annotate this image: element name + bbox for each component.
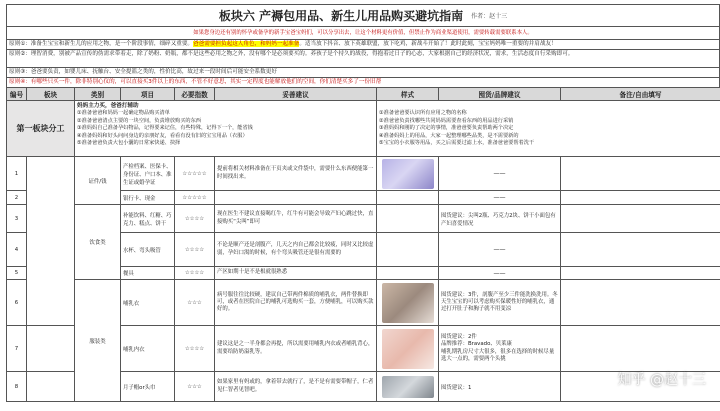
row-number: 2 [7,191,27,205]
row-image [377,267,439,280]
row-tip [215,191,377,205]
subtitle-text: 如果您身边还有别的怀孕或备孕的新手宝爸宝妈们，可以分享出去，让这个材料更有价值，但禁止作为商业渠道使用，需要转载需要联系本人。 [193,30,533,36]
row-notes [561,205,720,233]
section-right [377,101,720,157]
row-brand: —— [439,233,561,267]
row-item: 产检档案、医保卡、身份证、户口本、准生证或婚孕证 [121,157,175,191]
principle-prefix: 原则③：爸爸要负责，如婴儿床、抚触台、安全提篮之类的，性价比高，故过来一段时间后可能安全系数更好 [9,69,277,75]
row-notes [561,267,720,280]
row-notes [561,157,720,191]
section-left-head: 妈妈主力买，爸爸打辅助 [77,103,139,109]
row-tip: 提前将相关材料准备在干页夹或文件袋中，需要什么东西便能第一时间找出来。 [215,157,377,191]
row-tip: 如果家里有妈或的，拿着带去就行了，是不是有需要带帽子，仁者见仁智者见智吧。 [215,372,377,402]
row-brand: —— [439,267,561,280]
title-row [6,4,720,26]
row-number: 1 [7,157,27,191]
col-header: 妥善建议 [215,88,377,101]
row-tip: 产区如期十是不是根就很熟悉 [215,267,377,280]
row-item: 月子帽or头巾 [121,372,175,402]
shopping-table [6,87,720,402]
section-left-item: ⑤准备爸爸负责大包小囊的日常家快递、抉择 [77,140,181,147]
section-row [7,101,720,157]
row-image [377,280,439,326]
row-tip: 不论是顺产还是剖腹产，几天之内自己都会比较疲，同时又比较虚弱，孕妇口渴的时候，有个弯头吸管还是很有需要的 [215,233,377,267]
product-image [382,159,434,189]
row-notes [561,191,720,205]
row-image [377,372,439,402]
row-brand: —— [439,157,561,191]
principle-prefix: 原则①：准备生宝宝和新生儿的应用之物，是一个阶段事情，细碎又重要。 [9,41,194,47]
section-right-item: ①准备爸爸要认识所有应用之物的名称 [379,110,467,117]
row-notes [561,233,720,267]
row-notes [561,280,720,326]
row-stars: ☆☆☆☆☆ [175,157,215,191]
row-stars: ☆☆☆☆☆ [175,191,215,205]
row-number: 8 [7,372,27,402]
principle-prefix: 原则②：理智消费，别被产品宣传的伪需求带着走，除了奶粉、奶瓶，都不是这些必用之物之外，没有哪个是必须要买的。养孩子是个持久的战役，得抱着过日子的心态，大家根据自己的经济状况，需求，生活态度自行采购即可。 [9,51,574,57]
col-header: 项目 [121,88,175,101]
row-category: 饮食类 [75,205,121,280]
row-image [377,157,439,191]
row-image [377,233,439,267]
page-title: 板块六 产褥包用品、新生儿用品购买避坑指南 [218,9,464,23]
row-stars: ☆☆☆☆ [175,326,215,372]
product-image [382,283,434,323]
row-stars: ☆☆☆ [175,280,215,326]
row-item: 补能饮料、红糖、巧克力、糕点、饼干 [121,205,175,233]
row-brand: 囤货建议：3件，剖腹产至少三件能洗换洗用。冬天生宝宝的可以考虑购买保暖性好的哺乳衣，通过打开肚子和胸子就不用变凉 [439,280,561,326]
row-category: 服装类 [75,280,121,402]
row-image [377,205,439,233]
table-row [7,157,720,191]
section-right-item: ②准爸爸负责找哪些共同妈妈需要查看东西的用品进行采销 [379,117,514,124]
watermark: 知乎 @赵十三 [617,372,706,388]
row-brand: 囤货建议：2件 品牌推荐：Bravado、贝莱康 哺乳期乳房尺寸大很多，很多在选择的时候尽量选大一点的，需要两个头挑 [439,326,561,372]
section-left-item: ④准备妈妈和好头问问身边的亲朋好友，看看有没有旧的宝宝用品（衣服） [77,132,248,139]
row-item: 水杯、弯头吸管 [121,233,175,267]
row-tip: 现在医生不建议直接喝红牛，红牛有可能会导致产妇心跳过快，直接购买“尖叫”即可 [215,205,377,233]
section-left-item: ③准妈妈自己准备孕妇物品，记得要来记住，有些特殊，记得下一个，能省钱 [77,125,253,132]
col-header: 囤货/品牌建议 [439,88,561,101]
row-item: 哺乳内衣 [121,326,175,372]
block-cell [27,157,75,326]
section-right-item: ③准妈妈和刚的了决定的事情，准爸爸要负责帮助两个决定 [379,125,514,132]
section-left-item: ②准备爸爸清点主要的一块空间，负责堆放购买的东西 [77,117,201,124]
row-number: 7 [7,326,27,372]
col-header: 备注/自由填写 [561,88,720,101]
block-cell [27,372,75,402]
row-number: 5 [7,267,27,280]
row-number: 4 [7,233,27,267]
col-header: 样式 [377,88,439,101]
row-notes [561,326,720,372]
row-image [377,326,439,372]
subtitle [6,26,720,39]
row-item: 银行卡、现金 [121,191,175,205]
row-tip: 建议这是之一半身都会再提，所以需要用哺乳内衣或者哺乳背心，需要给防奶溢乳等。 [215,326,377,372]
table-row [7,280,720,326]
section-left [75,101,377,157]
row-stars: ☆☆☆☆ [175,267,215,280]
row-brand: —— [439,191,561,205]
section-left-item: ①准备爸爸和妈妈一起确定物品购买清单 [77,110,170,117]
principle-1 [6,39,720,49]
col-header: 板块 [27,88,75,101]
col-header: 必要指数 [175,88,215,101]
row-brand: 囤货建议：尖叫2瓶、巧克力2块、饼干小面包有产妇喜爱情况 [439,205,561,233]
spreadsheet [6,4,720,411]
row-stars: ☆☆☆ [175,372,215,402]
col-header: 类别 [75,88,121,101]
principle-prefix: 原则④：有哪些只买一件，除非特别心仪的，可以直接买3件以上的东西，不管不好意思，其实一定程度也能解放他们的空间，你们清楚买多了一份旧帮 [9,79,382,85]
section-right-item: ⑤宝宝的小衣服等用品，买之后需要过滤上水，准备爸爸要帮着洗干 [379,140,535,147]
row-category: 证件/钱 [75,157,121,205]
section-label: 第一板块分工 [7,101,75,157]
col-header: 编号 [7,88,27,101]
principle-2 [6,49,720,67]
block-cell [27,326,75,372]
author-label: 作者：赵十三 [471,13,508,20]
row-item: 餐具 [121,267,175,280]
table-row [7,205,720,233]
section-right-item: ④准备妈妈上的用品，大家一起整理哪些品类，是不需要新的 [379,132,519,139]
principle-highlight: 爸爸需要担负起这人角色，和妈妈一起准备 [193,41,300,47]
row-stars: ☆☆☆☆ [175,205,215,233]
row-image [377,191,439,205]
principle-suffix: 。适当放下抖音、放下英雄联盟，放下吃鸡，新战斗开始了！此时此刻，宝宝妈妈唯一重要的并肩战友！ [299,41,557,47]
principle-4 [6,77,720,87]
principle-3 [6,67,720,77]
row-stars: ☆☆☆☆ [175,233,215,267]
row-number: 3 [7,205,27,233]
row-brand: 囤货建议：1 [439,372,561,402]
row-item: 哺乳衣 [121,280,175,326]
product-image [382,329,434,369]
header-row [7,88,720,101]
row-tip: 病号服往往比较硬，建议自己带两件棉质的哺乳衣，两件替换即可，或者在医院自己的哺乳可选购买一套，方便哺乳，可以购买款好的。 [215,280,377,326]
row-number: 6 [7,280,27,326]
product-image [382,376,434,398]
